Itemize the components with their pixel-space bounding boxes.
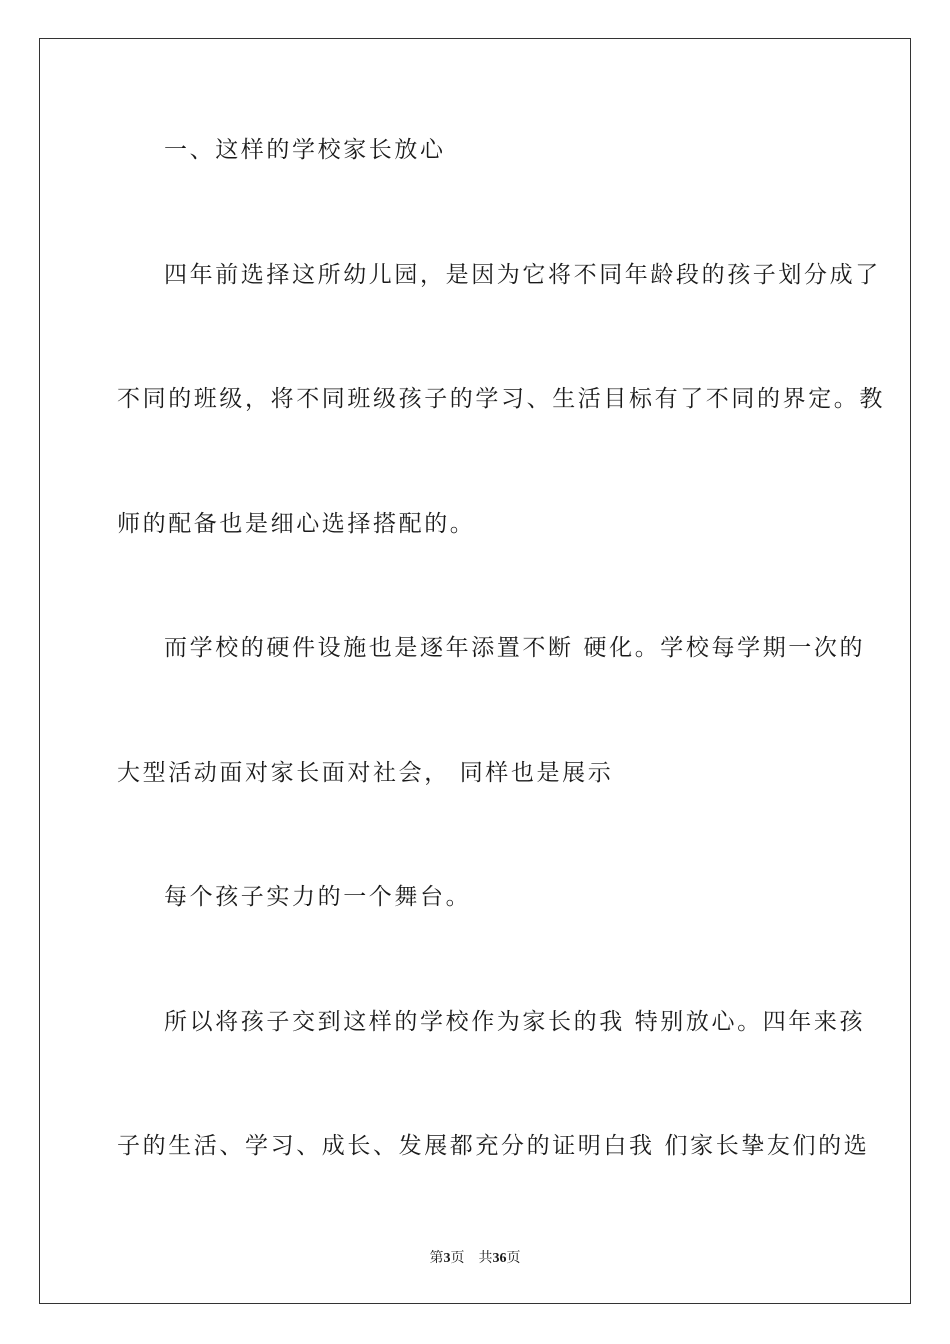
section-heading: 一、这样的学校家长放心 — [164, 137, 446, 163]
paragraph-line: 而学校的硬件设施也是逐年添置不断 硬化。学校每学期一次的 — [164, 635, 866, 661]
paragraph-line: 四年前选择这所幼儿园，是因为它将不同年龄段的孩子划分成了 — [164, 262, 881, 288]
page-border — [39, 38, 911, 1304]
page-prefix: 第 — [429, 1250, 444, 1266]
page-footer — [0, 1249, 950, 1268]
total-pages-number: 36 — [492, 1251, 507, 1266]
total-suffix: 页 — [506, 1250, 521, 1266]
paragraph-line: 不同的班级，将不同班级孩子的学习、生活目标有了不同的界定。教 — [117, 386, 885, 412]
paragraph-line: 师的配备也是细心选择搭配的。 — [117, 511, 476, 537]
current-page-number: 3 — [443, 1251, 451, 1266]
paragraph-line: 所以将孩子交到这样的学校作为家长的我 特别放心。四年来孩 — [164, 1009, 866, 1035]
paragraph-line: 大型活动面对家长面对社会， 同样也是展示 — [117, 760, 614, 786]
total-prefix: 共 — [478, 1250, 493, 1266]
paragraph-line: 每个孩子实力的一个舞台。 — [164, 884, 472, 910]
paragraph-line: 子的生活、学习、成长、发展都充分的证明白我 们家长挚友们的选 — [117, 1133, 870, 1159]
page-suffix: 页 — [450, 1250, 465, 1266]
